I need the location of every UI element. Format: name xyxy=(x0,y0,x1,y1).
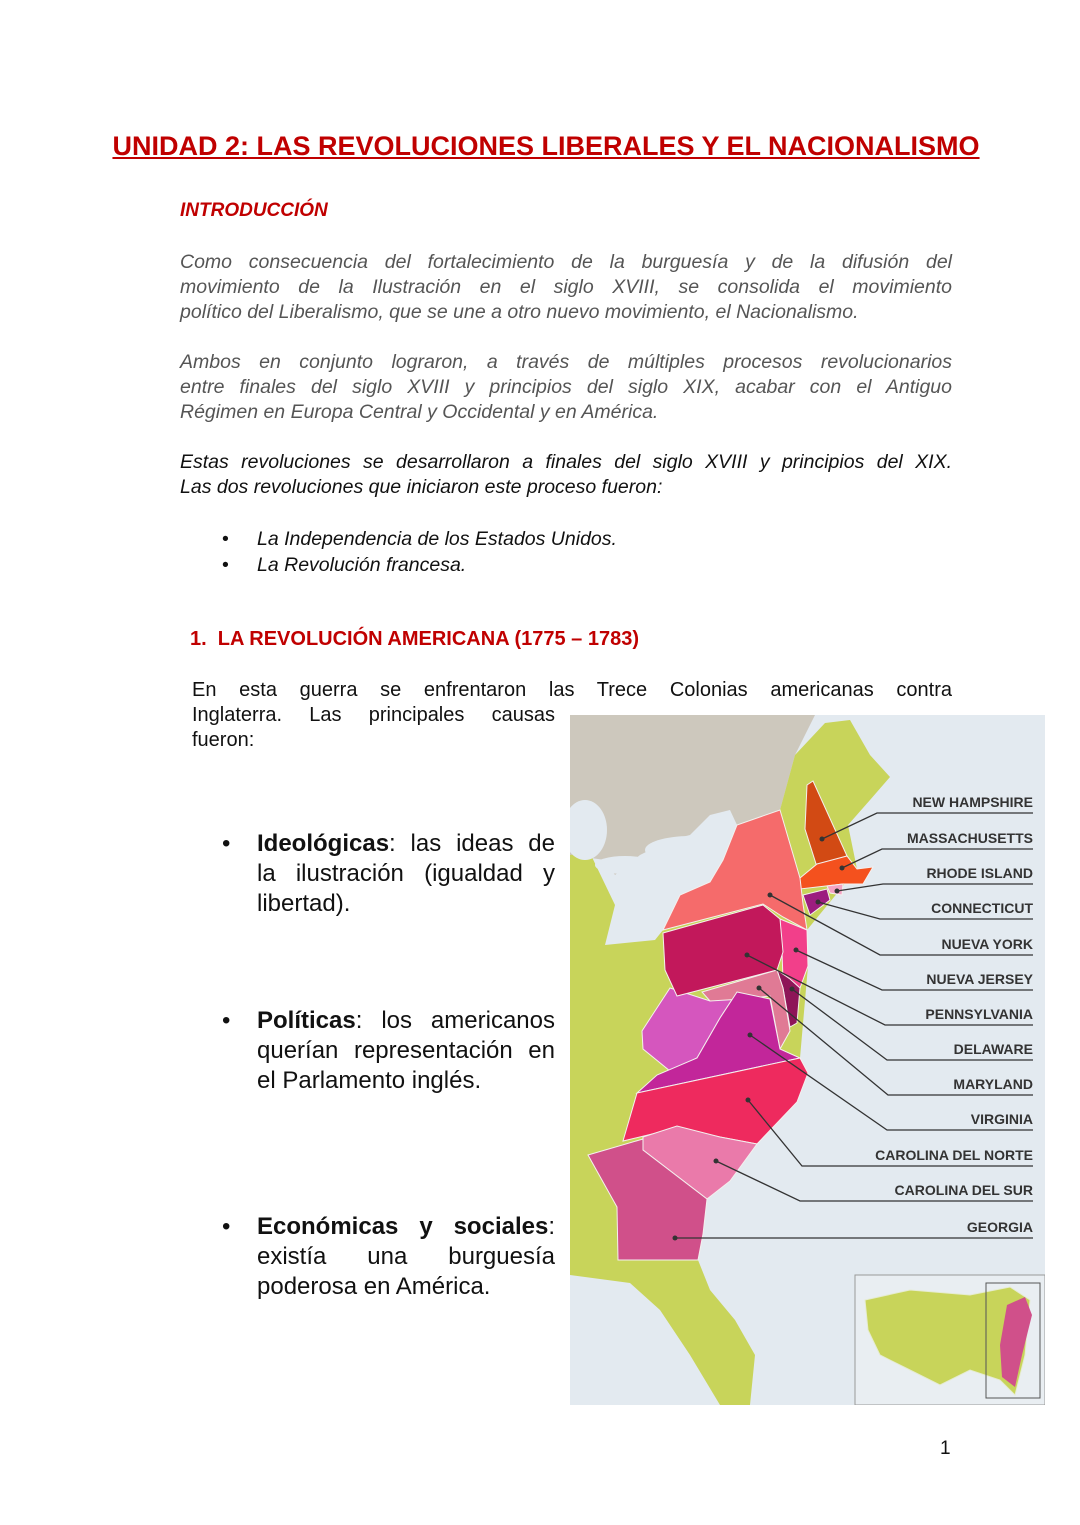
page-number: 1 xyxy=(940,1438,951,1459)
intro-paragraph-1 xyxy=(180,250,952,325)
colony-label: RHODE ISLAND xyxy=(926,865,1033,881)
colony-label: NUEVA YORK xyxy=(941,936,1033,952)
list-item xyxy=(222,526,617,552)
bullet-icon: • xyxy=(222,554,229,576)
page-title: UNIDAD 2: LAS REVOLUCIONES LIBERALES Y EL NACIONALISMO xyxy=(112,131,980,161)
text-line: Como consecuencia del fortalecimiento de la burguesía y de la difusión del xyxy=(180,251,952,273)
bullet-icon: • xyxy=(222,528,229,550)
section-text-line: En esta guerra se enfrentaron las Trece Colonias americanas contra xyxy=(192,679,952,701)
text-line: Estas revoluciones se desarrollaron a finales del siglo XVIII y principios del XIX. xyxy=(180,451,952,473)
text-line: Las dos revoluciones que iniciaron este proceso fueron: xyxy=(180,476,663,498)
marker-dot xyxy=(790,987,795,992)
intro-paragraph-3 xyxy=(180,450,952,500)
list-item xyxy=(222,552,617,578)
colony-label: MASSACHUSETTS xyxy=(906,830,1033,846)
cause-text: : los americanos querían representación en el Parlamento inglés. xyxy=(257,1007,555,1094)
text-line: Régimen en Europa Central y Occidental y en América. xyxy=(180,401,659,423)
marker-dot xyxy=(714,1159,719,1164)
list-item-text: La Independencia de los Estados Unidos. xyxy=(257,528,617,550)
bullet-icon: • xyxy=(222,1213,231,1240)
revolutions-list xyxy=(222,526,617,578)
marker-dot xyxy=(768,893,773,898)
colony-label: NEW HAMPSHIRE xyxy=(912,794,1033,810)
intro-paragraph-2 xyxy=(180,350,952,425)
colony-label: NUEVA JERSEY xyxy=(926,971,1033,987)
marker-dot xyxy=(820,837,825,842)
bullet-icon: • xyxy=(222,1007,231,1034)
text-line: entre finales del siglo XVIII y principios del siglo XIX, acabar con el Antiguo xyxy=(180,376,952,398)
text-line: político del Liberalismo, que se une a otro nuevo movimiento, el Nacionalismo. xyxy=(180,301,859,323)
colony-label: VIRGINIA xyxy=(970,1111,1033,1127)
colony-label: CONNECTICUT xyxy=(931,900,1033,916)
map-graphic xyxy=(570,715,1045,1405)
colony-label: PENNSYLVANIA xyxy=(925,1006,1033,1022)
cause-term: Económicas y sociales xyxy=(257,1213,549,1240)
cause-term: Ideológicas xyxy=(257,830,390,857)
lake xyxy=(645,836,735,864)
thirteen-colonies-map xyxy=(570,715,1045,1405)
marker-dot xyxy=(745,953,750,958)
marker-dot xyxy=(840,866,845,871)
colony-label: DELAWARE xyxy=(953,1041,1033,1057)
marker-dot xyxy=(816,900,821,905)
lake xyxy=(595,856,655,874)
marker-dot xyxy=(746,1098,751,1103)
marker-dot xyxy=(794,948,799,953)
section-text-line: Inglaterra. Las principales causas xyxy=(192,704,555,726)
marker-dot xyxy=(748,1033,753,1038)
cause-item xyxy=(222,1006,555,1096)
colony-label: MARYLAND xyxy=(953,1076,1033,1092)
cause-item xyxy=(222,1212,555,1302)
cause-text: : las ideas de la ilustración (igualdad y libertad). xyxy=(257,830,555,917)
marker-dot xyxy=(835,889,840,894)
cause-term: Políticas xyxy=(257,1007,356,1034)
cause-text: : existía una burguesía poderosa en América. xyxy=(257,1213,555,1300)
bullet-icon: • xyxy=(222,830,231,857)
colony-label: CAROLINA DEL SUR xyxy=(894,1182,1033,1198)
text-line: movimiento de la Ilustración en el siglo XVIII, se consolida el movimiento xyxy=(180,276,952,298)
section-text-line: fueron: xyxy=(192,729,255,751)
marker-dot xyxy=(673,1236,678,1241)
marker-dot xyxy=(757,986,762,991)
cause-item xyxy=(222,829,555,919)
colony-label: CAROLINA DEL NORTE xyxy=(875,1147,1033,1163)
intro-heading: INTRODUCCIÓN xyxy=(180,200,328,221)
section-heading: 1. LA REVOLUCIÓN AMERICANA (1775 – 1783) xyxy=(190,628,639,650)
text-line: Ambos en conjunto lograron, a través de múltiples procesos revolucionarios xyxy=(180,351,952,373)
list-item-text: La Revolución francesa. xyxy=(257,554,467,576)
colony-label: GEORGIA xyxy=(966,1219,1033,1235)
